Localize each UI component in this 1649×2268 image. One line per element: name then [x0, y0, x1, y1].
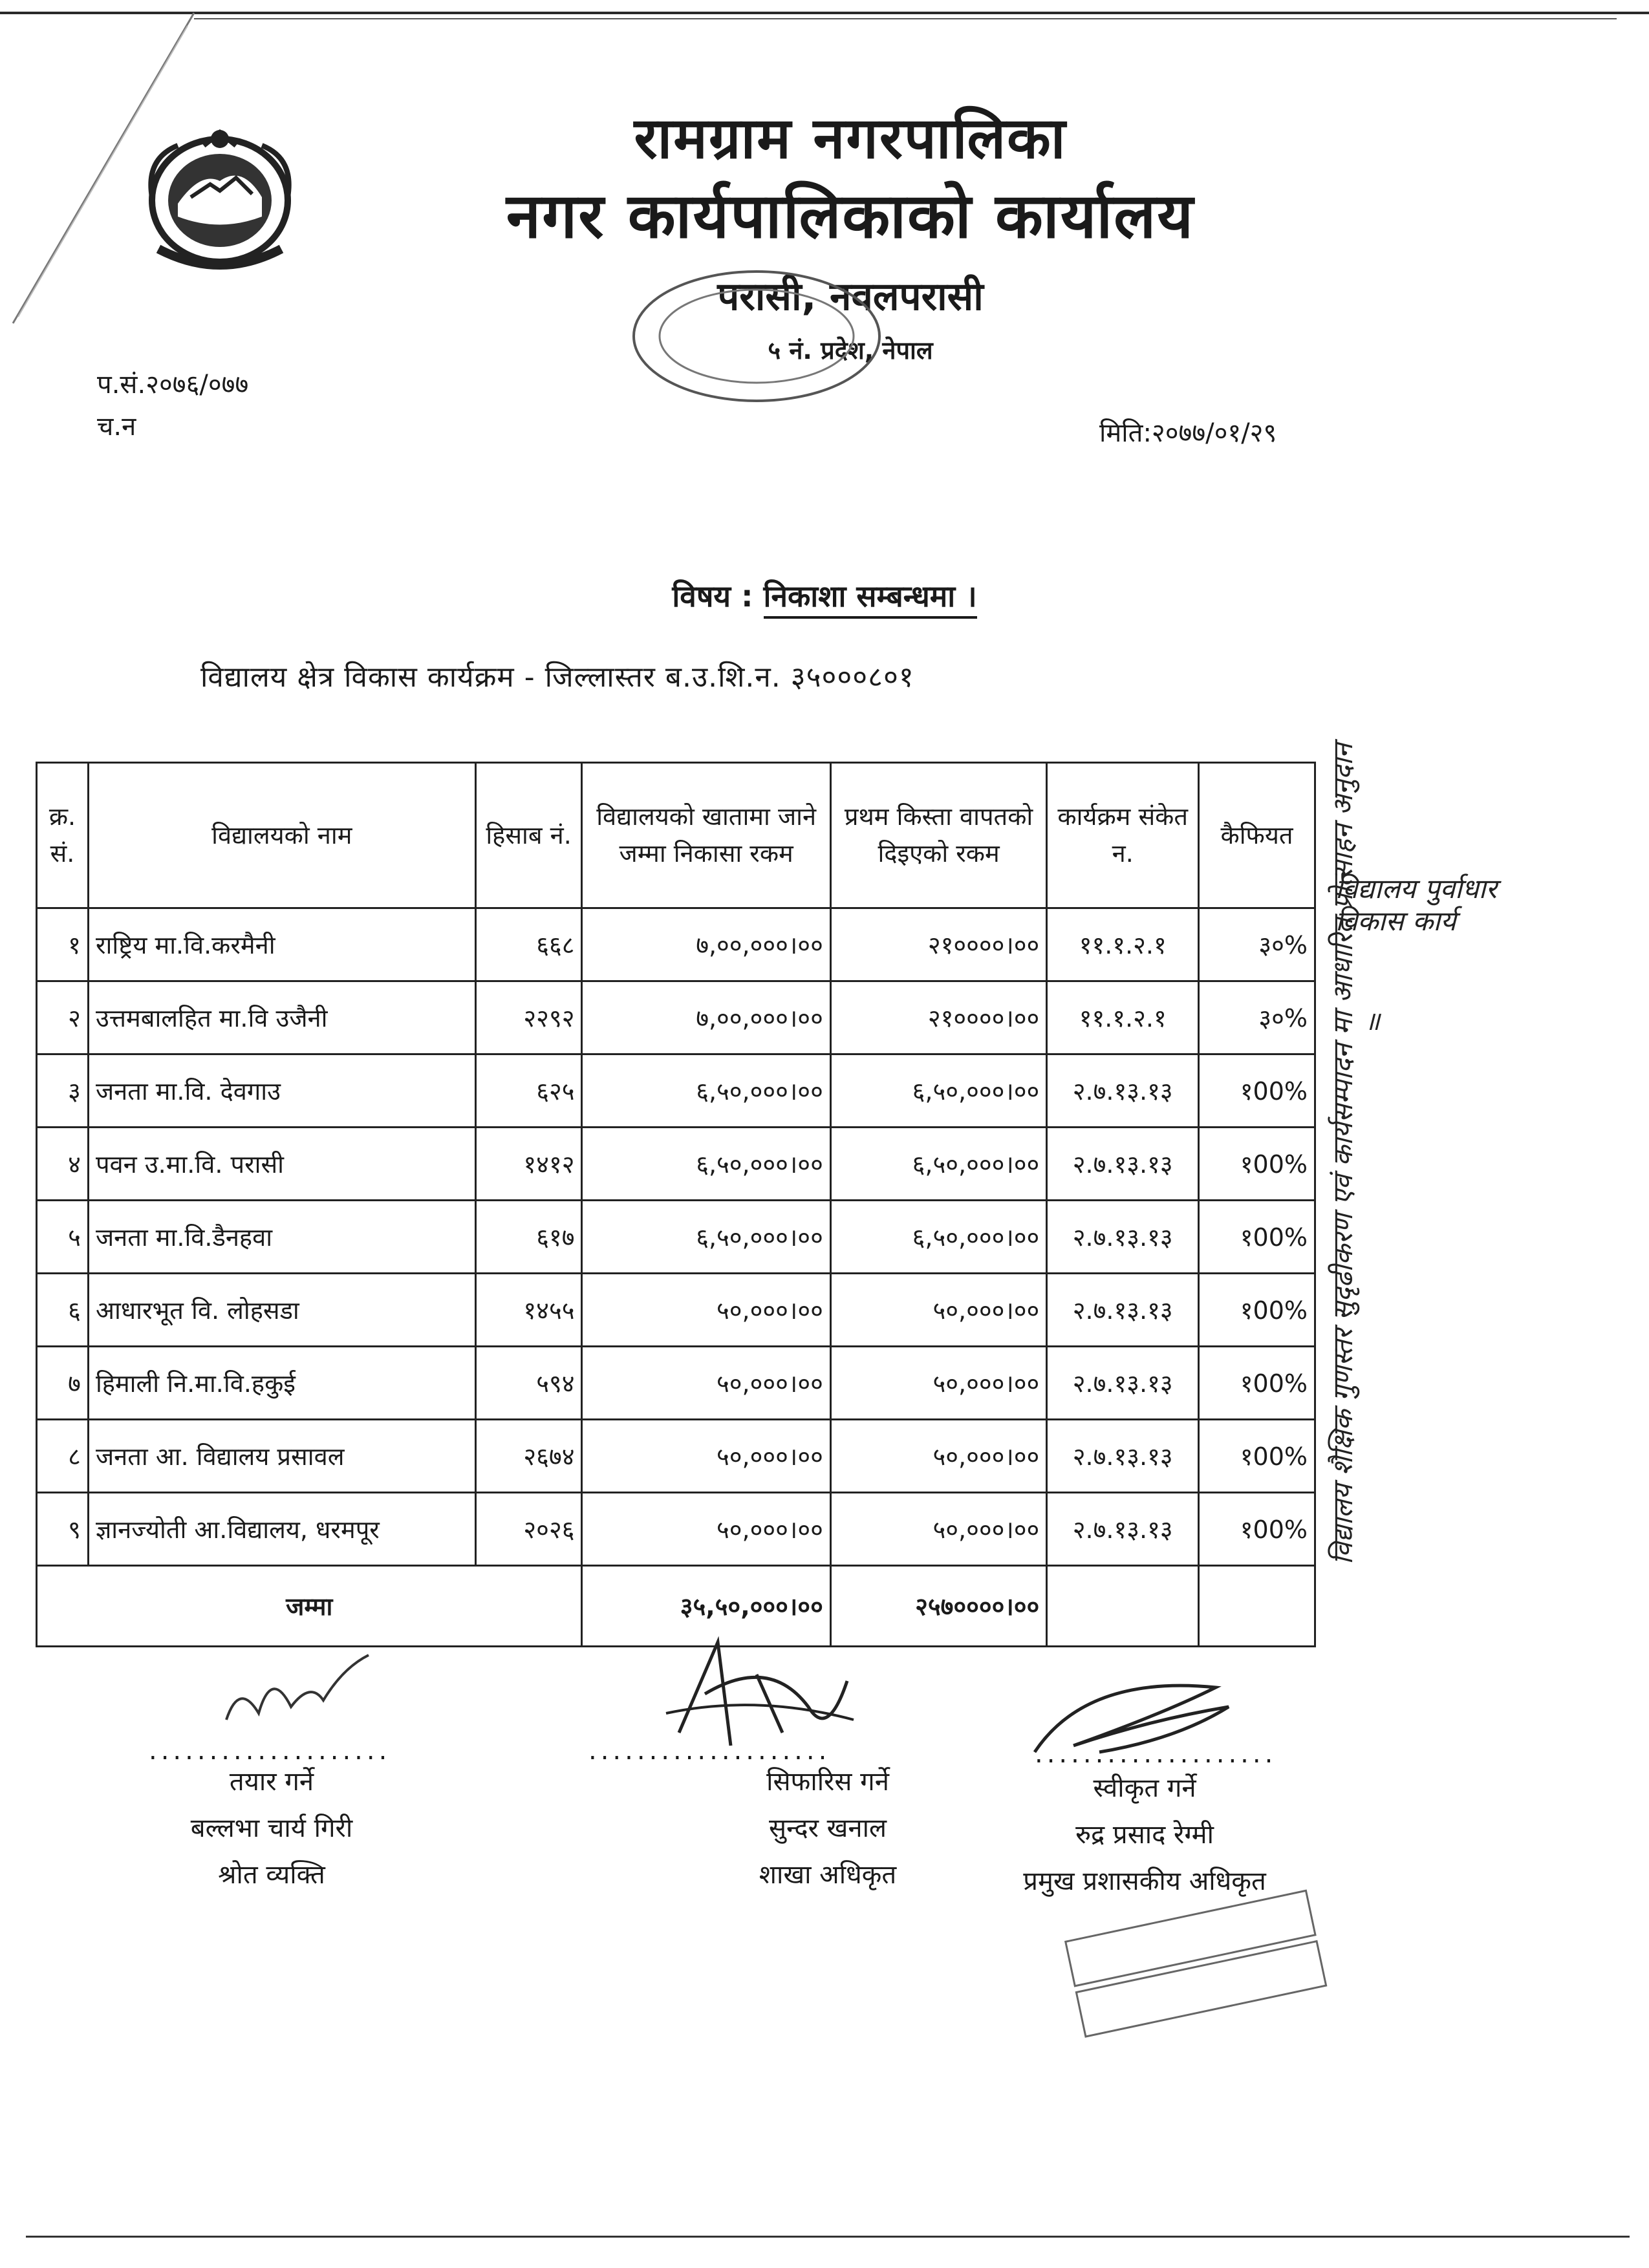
- signature-mark-prepared: [213, 1642, 394, 1746]
- signature-role: सिफारिस गर्ने: [766, 1767, 889, 1797]
- row-sn: १: [37, 908, 89, 981]
- table-header-row: [37, 763, 1315, 908]
- table-row: [37, 1128, 1315, 1201]
- row-first: ६,५०,०००।००: [830, 1201, 1046, 1274]
- row-total: ६,५०,०००।००: [582, 1054, 830, 1128]
- row-code: २.७.१३.१३: [1047, 1347, 1199, 1420]
- row-total: ५०,०००।००: [582, 1347, 830, 1420]
- row-sn: ४: [37, 1128, 89, 1201]
- row-remarks: १00%: [1199, 1420, 1315, 1493]
- table-row: [37, 1274, 1315, 1347]
- row-remarks: ३०%: [1199, 908, 1315, 981]
- row-code: २.७.१३.१३: [1047, 1201, 1199, 1274]
- table-row: [37, 908, 1315, 981]
- row-code: २.७.१३.१३: [1047, 1054, 1199, 1128]
- disbursement-table: [36, 762, 1316, 1647]
- row-code: ११.१.२.१: [1047, 908, 1199, 981]
- row-school-name: हिमाली नि.मा.वि.हकुई: [88, 1347, 475, 1420]
- row-school-name: जनता आ. विद्यालय प्रसावल: [88, 1420, 475, 1493]
- scan-edge-bottom: [26, 2236, 1630, 2238]
- row-account: २०२६: [475, 1493, 582, 1566]
- row-remarks: १00%: [1199, 1493, 1315, 1566]
- total-remarks-empty: [1199, 1566, 1315, 1647]
- handwritten-remark-infrastructure: विद्यालय पुर्वाधार विकास कार्य: [1335, 873, 1497, 937]
- row-code: २.७.१३.१३: [1047, 1274, 1199, 1347]
- office-province: ५ नं. प्रदेश, नेपाल: [768, 336, 933, 365]
- row-code: ११.१.२.१: [1047, 981, 1199, 1054]
- signature-role: तयार गर्ने: [229, 1767, 314, 1797]
- row-remarks: १00%: [1199, 1201, 1315, 1274]
- signature-name: रुद्र प्रसाद रेग्मी: [1075, 1820, 1214, 1850]
- row-remarks: १00%: [1199, 1347, 1315, 1420]
- row-account: ६१७: [475, 1201, 582, 1274]
- row-total: ५०,०००।००: [582, 1493, 830, 1566]
- row-code: २.७.१३.१३: [1047, 1420, 1199, 1493]
- total-amount: ३५,५०,०००।००: [582, 1566, 830, 1647]
- row-account: १४५५: [475, 1274, 582, 1347]
- total-label: जम्मा: [37, 1566, 582, 1647]
- row-sn: ६: [37, 1274, 89, 1347]
- header-total-amount: विद्यालयको खातामा जाने जम्मा निकासा रकम: [582, 763, 830, 908]
- row-total: ६,५०,०००।००: [582, 1201, 830, 1274]
- signature-name: सुन्दर खनाल: [768, 1813, 887, 1843]
- office-name: नगर कार्यपालिकाको कार्यालय: [506, 180, 1195, 252]
- row-school-name: आधारभूत वि. लोहसडा: [88, 1274, 475, 1347]
- signature-line-approved: ....................: [1035, 1739, 1277, 1769]
- row-account: २२९२: [475, 981, 582, 1054]
- office-stamp-icon: [621, 259, 892, 427]
- row-school-name: पवन उ.मा.वि. परासी: [88, 1128, 475, 1201]
- handwritten-remark-quality: विद्यालय शैक्षिक गुणस्तर सुदृढीकरण एवं कार्यसम्पादन मा आधारित प्रोत्साहन अनुदान: [1327, 743, 1359, 1565]
- row-school-name: राष्ट्रिय मा.वि.करमैनी: [88, 908, 475, 981]
- program-line: विद्यालय क्षेत्र विकास कार्यक्रम - जिल्लास्तर ब.उ.शि.न. ३५०००८०१: [200, 661, 914, 694]
- dispatch-number: च.न: [97, 412, 136, 442]
- row-first: ५०,०००।००: [830, 1274, 1046, 1347]
- row-total: ५०,०००।००: [582, 1274, 830, 1347]
- row-remarks: १00%: [1199, 1128, 1315, 1201]
- row-total: ६,५०,०००।००: [582, 1128, 830, 1201]
- table-row: [37, 981, 1315, 1054]
- signature-name: बल्लभा चार्य गिरी: [190, 1813, 353, 1843]
- row-sn: ५: [37, 1201, 89, 1274]
- table-row: [37, 1054, 1315, 1128]
- row-account: ६६८: [475, 908, 582, 981]
- signature-role: स्वीकृत गर्ने: [1093, 1773, 1196, 1803]
- officer-stamp-icon: [1061, 1888, 1345, 2043]
- header-program-code: कार्यक्रम संकेत न.: [1047, 763, 1199, 908]
- signature-block-prepared: [45, 1759, 498, 1898]
- letter-date: मिति:२०७७/०१/२९: [1099, 418, 1277, 448]
- scan-edge-top: [0, 12, 1649, 14]
- table-row: [37, 1201, 1315, 1274]
- header-account-number: हिसाब नं.: [475, 763, 582, 908]
- row-first: ६,५०,०००।००: [830, 1054, 1046, 1128]
- row-sn: ९: [37, 1493, 89, 1566]
- header-remarks: कैफियत: [1199, 763, 1315, 908]
- row-sn: ७: [37, 1347, 89, 1420]
- subject-label: विषय :: [672, 579, 753, 614]
- row-account: १४१२: [475, 1128, 582, 1201]
- row-account: ६२५: [475, 1054, 582, 1128]
- signature-post: प्रमुख प्रशासकीय अधिकृत: [1023, 1867, 1266, 1896]
- row-sn: २: [37, 981, 89, 1054]
- table-row: [37, 1420, 1315, 1493]
- office-address: परासी, नवलपरासी: [717, 274, 984, 319]
- row-remarks: १00%: [1199, 1274, 1315, 1347]
- row-first: ५०,०००।००: [830, 1420, 1046, 1493]
- signature-line-prepared: ....................: [149, 1736, 391, 1766]
- row-remarks: ३०%: [1199, 981, 1315, 1054]
- header-sn: क्र. सं.: [37, 763, 89, 908]
- row-first: ५०,०००।००: [830, 1493, 1046, 1566]
- row-first: ५०,०००।००: [830, 1347, 1046, 1420]
- row-school-name: ज्ञानज्योती आ.विद्यालय, धरमपूर: [88, 1493, 475, 1566]
- handwritten-ditto-mark: ॥: [1364, 1007, 1380, 1036]
- row-sn: ८: [37, 1420, 89, 1493]
- total-code-empty: [1047, 1566, 1199, 1647]
- subject-text: निकाशा सम्बन्धमा ।: [764, 579, 977, 619]
- signature-post: श्रोत व्यक्ति: [218, 1860, 325, 1890]
- signature-line-recommended: ....................: [588, 1736, 831, 1766]
- row-school-name: जनता मा.वि. देवगाउ: [88, 1054, 475, 1128]
- scan-edge-top-inner: [194, 18, 1617, 19]
- reference-number: प.सं.२०७६/०७७: [97, 370, 249, 400]
- signature-post: शाखा अधिकृत: [759, 1860, 897, 1890]
- row-school-name: जनता मा.वि.डैनहवा: [88, 1201, 475, 1274]
- municipality-name: रामग्राम नगरपालिका: [634, 105, 1067, 171]
- table-row: [37, 1493, 1315, 1566]
- row-total: ७,००,०००।००: [582, 981, 830, 1054]
- signature-block-approved: [918, 1765, 1371, 1905]
- row-total: ५०,०००।००: [582, 1420, 830, 1493]
- table-row: [37, 1347, 1315, 1420]
- row-code: २.७.१३.१३: [1047, 1493, 1199, 1566]
- header-first-installment: प्रथम किस्ता वापतको दिइएको रकम: [830, 763, 1046, 908]
- row-first: ६,५०,०००।००: [830, 1128, 1046, 1201]
- subject-line: [0, 575, 1649, 615]
- row-first: २१००००।००: [830, 981, 1046, 1054]
- header-school-name: विद्यालयको नाम: [88, 763, 475, 908]
- row-first: २१००००।००: [830, 908, 1046, 981]
- total-first-installment: २५७००००।००: [830, 1566, 1046, 1647]
- row-sn: ३: [37, 1054, 89, 1128]
- row-total: ७,००,०००।००: [582, 908, 830, 981]
- row-account: ५९४: [475, 1347, 582, 1420]
- row-code: २.७.१३.१३: [1047, 1128, 1199, 1201]
- row-account: २६७४: [475, 1420, 582, 1493]
- row-remarks: १00%: [1199, 1054, 1315, 1128]
- row-school-name: उत्तमबालहित मा.वि उजैनी: [88, 981, 475, 1054]
